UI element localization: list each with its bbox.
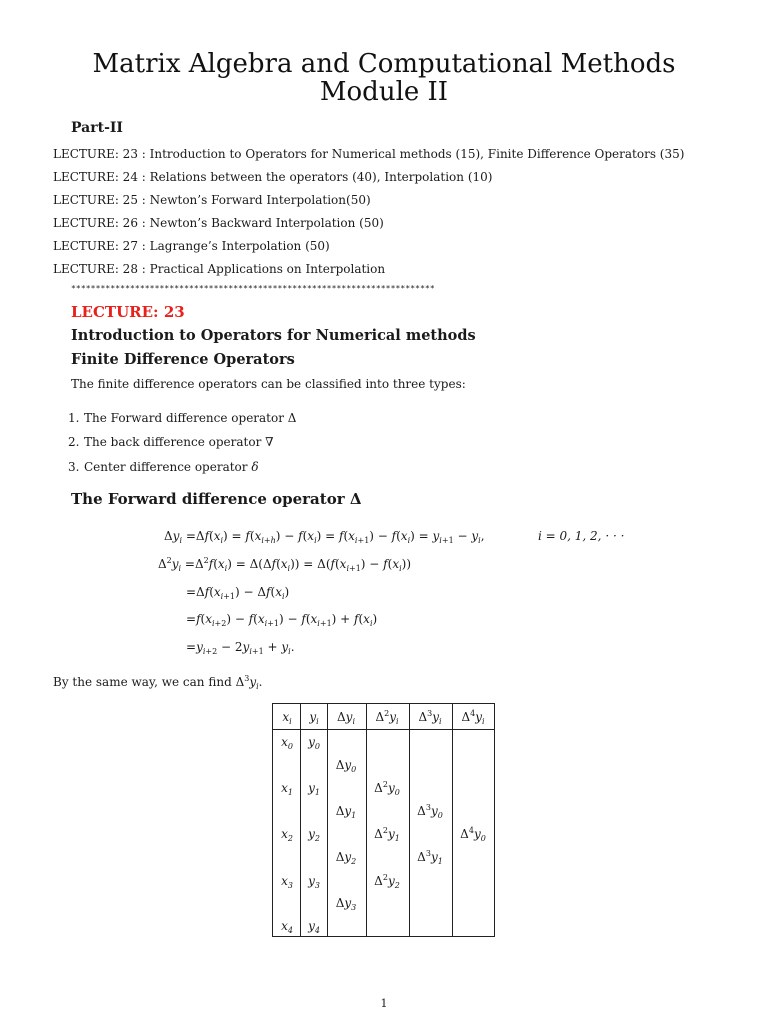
table-cell-x: $x_2$ [281, 827, 293, 843]
lecture-label: LECTURE: 23 : [53, 147, 146, 161]
lecture-label: LECTURE: 27 : [53, 239, 146, 253]
table-column-rule [327, 704, 328, 936]
lecture-topic: Lagrange’s Interpolation (50) [149, 239, 330, 253]
equation-range: i = 0, 1, 2, · · · [538, 529, 625, 543]
table-cell-d2: $\Delta^2y_2$ [374, 873, 400, 890]
lecture-list-item [53, 170, 492, 184]
table-cell-x: $x_1$ [281, 781, 293, 797]
table-column-rule [409, 704, 410, 936]
table-cell-d2: $\Delta^2y_1$ [374, 826, 400, 843]
difference-table [272, 703, 495, 937]
intro-paragraph: The finite difference operators can be classified into three types: [71, 377, 466, 391]
lecture-topic: Practical Applications on Interpolation [149, 262, 386, 276]
table-header-d3: $\Delta^3y_i$ [418, 709, 442, 726]
table-cell-x: $x_4$ [281, 919, 293, 935]
table-header-d4: $\Delta^4y_i$ [461, 709, 485, 726]
list-number: 2. [68, 435, 80, 449]
table-header-rule [273, 729, 494, 730]
table-header-d2: $\Delta^2y_i$ [375, 709, 399, 726]
section-subheading: Introduction to Operators for Numerical methods [71, 327, 476, 344]
table-column-rule [366, 704, 367, 936]
lecture-label: LECTURE: 25 : [53, 193, 146, 207]
section-heading: The Forward difference operator Δ [71, 490, 362, 508]
table-cell-d3: $\Delta^3y_0$ [417, 803, 443, 820]
part-heading: Part-II [71, 120, 123, 136]
list-number: 1. [68, 411, 80, 425]
document-subtitle: Module II [319, 77, 449, 107]
equation-line: $=y_{i+2} - 2y_{i+1} + y_i$. [186, 640, 295, 656]
table-header-y: $y_i$ [309, 710, 319, 726]
section-subheading: Finite Difference Operators [71, 351, 295, 368]
table-cell-x: $x_0$ [281, 735, 293, 751]
lecture-topic: Introduction to Operators for Numerical methods (15), Finite Difference Operators (35) [149, 147, 685, 161]
table-column-rule [300, 704, 301, 936]
table-cell-y: $y_3$ [308, 874, 320, 890]
table-cell-d3: $\Delta^3y_1$ [417, 849, 443, 866]
page-number: 1 [380, 997, 388, 1010]
lecture-label: LECTURE: 24 : [53, 170, 146, 184]
lecture-list-item [53, 216, 384, 230]
lecture-label: LECTURE: 28 : [53, 262, 146, 276]
table-cell-d1: $\Delta y_1$ [335, 804, 357, 820]
table-cell-y: $y_0$ [308, 735, 320, 751]
table-cell-d1: $\Delta y_2$ [335, 850, 357, 866]
lecture-topic: Newton’s Backward Interpolation (50) [149, 216, 384, 230]
table-cell-d1: $\Delta y_0$ [335, 758, 357, 774]
list-text: The Forward difference operator [84, 411, 284, 425]
equation-line: $=f(x_{i+2}) - f(x_{i+1}) - f(x_{i+1}) + f(x_i)$ [186, 612, 378, 628]
equation-line: $\Delta^2y_i =\Delta^2f(x_i) = \Delta(\Delta f(x_i)) = \Delta(f(x_{i+1}) - f(x_i))$ [158, 556, 412, 573]
equation-line: $=\Delta f(x_{i+1}) - \Delta f(x_i)$ [186, 585, 290, 601]
operator-symbol: Δ [287, 411, 297, 425]
document-title: Matrix Algebra and Computational Methods [92, 49, 676, 79]
list-text: The back difference operator [84, 435, 262, 449]
lecture-list-item [53, 239, 330, 253]
table-header-x: $x_i$ [282, 710, 292, 726]
closing-paragraph: By the same way, we can find $\Delta^3y_i$. [53, 674, 263, 691]
lecture-list-item [53, 193, 371, 207]
lecture-topic: Relations between the operators (40), Interpolation (10) [149, 170, 493, 184]
table-cell-d4: $\Delta^4y_0$ [460, 826, 486, 843]
lecture-list-item [53, 147, 684, 161]
table-cell-x: $x_3$ [281, 874, 293, 890]
separator-line: ************************************************************************** [71, 284, 435, 293]
operator-symbol: ∇ [265, 435, 274, 449]
table-cell-d1: $\Delta y_3$ [335, 896, 357, 912]
list-number: 3. [68, 460, 80, 474]
lecture-list-item [53, 262, 385, 276]
operator-symbol: δ [251, 460, 259, 474]
lecture-heading: LECTURE: 23 [71, 303, 185, 321]
table-cell-y: $y_4$ [308, 919, 320, 935]
table-header-d1: $\Delta y_i$ [336, 710, 356, 726]
operator-list-item [68, 460, 259, 474]
table-cell-d2: $\Delta^2y_0$ [374, 780, 400, 797]
table-cell-y: $y_1$ [308, 781, 320, 797]
operator-list-item [68, 411, 296, 425]
lecture-label: LECTURE: 26 : [53, 216, 146, 230]
table-column-rule [452, 704, 453, 936]
equation-line: $\Delta y_i =\Delta f(x_i) = f(x_{i+h}) - f(x_i) = f(x_{i+1}) - f(x_i) = y_{i+1} - y_i$, [164, 529, 485, 545]
table-cell-y: $y_2$ [308, 827, 320, 843]
list-text: Center difference operator [84, 460, 248, 474]
lecture-topic: Newton’s Forward Interpolation(50) [149, 193, 371, 207]
operator-list-item [68, 435, 274, 449]
